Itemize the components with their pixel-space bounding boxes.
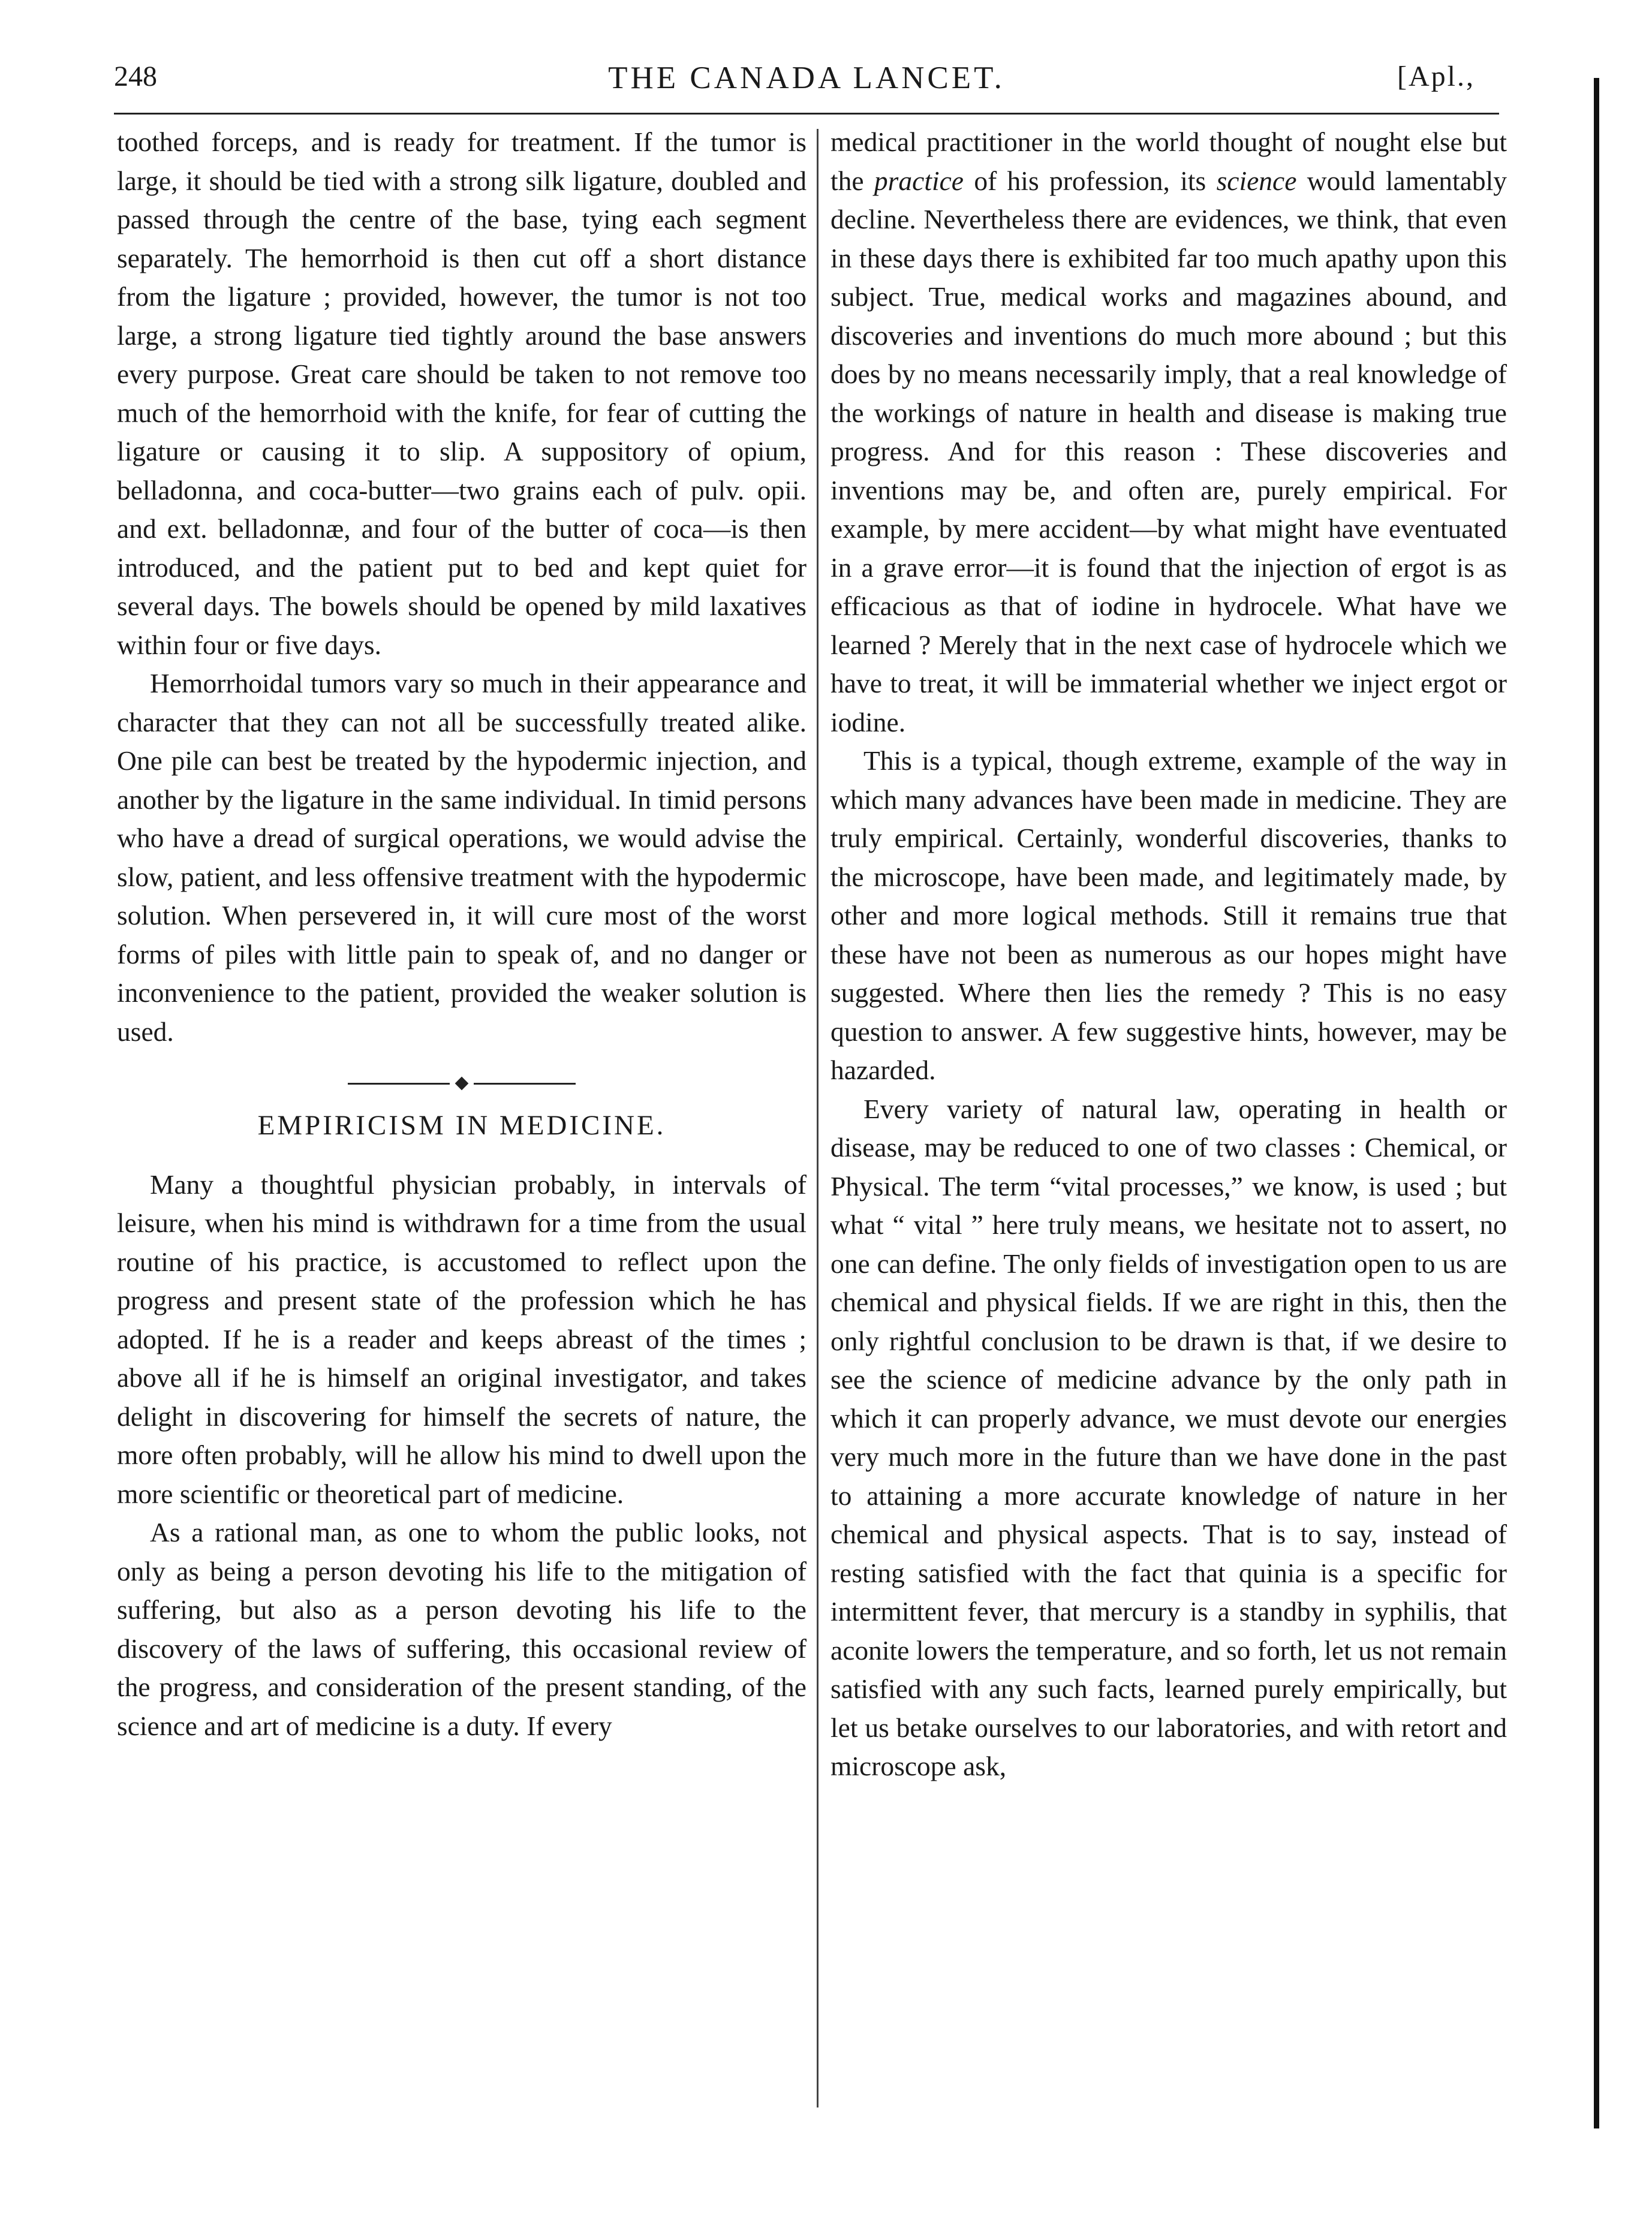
page-number: 248 xyxy=(114,61,157,92)
text-run: medical practitioner in the world thought of nought else but the xyxy=(830,127,1507,196)
diamond-ornament-icon xyxy=(455,1077,469,1091)
page-edge-shadow xyxy=(1594,78,1599,2128)
paragraph-continuation xyxy=(830,123,1507,742)
paragraph: Hemorrhoidal tumors vary so much in their appearance and character that they can not all be successfully treated alike. One pile can best be treated by the hypodermic injection, and another by the ligature in the same individual. In timid persons who have a dread of surgical operations, we would advise the slow, patient, and less offensive treatment with the hypodermic solution. When persevered in, it will cure most of the worst forms of piles with little pain to speak of, and no danger or inconvenience to the patient, provided the weaker solution is used. xyxy=(117,668,807,1047)
paragraph: Many a thoughtful physician probably, in intervals of leisure, when his mind is withdrawn for a time from the usual routine of his practice, is accustomed to reflect upon the progress and present state of the profession which he has adopted. If he is a reader and keeps abreast of the times ; above all if he is himself an original investigator, and takes delight in discovering for himself the secrets of nature, the more often probably, will he allow his mind to dwell upon the more scientific or theoretical part of medicine. xyxy=(117,1169,807,1509)
issue-month: [Apl., xyxy=(1397,61,1475,92)
paragraph-continuation: toothed forceps, and is ready for treatment. If the tumor is large, it should be tied with a strong silk ligature, doubled and passed through the centre of the base, tying each segment separately. The hemorrhoid is then cut off a short distance from the ligature ; provided, however, the tumor is not too large, a strong ligature tied tightly around the base answers every purpose. Great care should be taken to not remove too much of the hemorrhoid with the knife, for fear of cutting the ligature or causing it to slip. A suppository of opium, belladonna, and coca-butter—two grains each of pulv. opii. and ext. belladonnæ, and four of the butter of coca—is then introduced, and the patient put to bed and kept quiet for several days. The bowels should be opened by mild laxatives within four or five days. xyxy=(117,127,807,660)
left-column xyxy=(117,123,807,1745)
right-column xyxy=(830,123,1507,1786)
italic-term: practice xyxy=(874,165,964,196)
column-divider xyxy=(817,129,819,2107)
section-separator xyxy=(117,1079,807,1088)
text-run: of his profession, its xyxy=(974,165,1206,196)
separator-rule xyxy=(474,1083,576,1085)
section-title: EMPIRICISM IN MEDICINE. xyxy=(257,1110,666,1141)
paragraph: As a rational man, as one to whom the public looks, not only as being a person devoting his life to the mitigation of suffering, but also as a person devoting his life to the discovery of the laws of suffering, this occasional review of the progress, and consideration of the present standing, of the science and art of medicine is a duty. If every xyxy=(117,1517,807,1741)
paragraph: This is a typical, though extreme, example of the way in which many advances have been made in medicine. They are truly empirical. Certainly, wonderful discoveries, thanks to the microscope, have been made, and legitimately made, by other and more logical methods. Still it remains true that these have not been as numerous as our hopes might have suggested. Where then lies the remedy ? This is no easy question to answer. A few suggestive hints, however, may be hazarded. xyxy=(830,745,1507,1085)
journal-title: THE CANADA LANCET. xyxy=(608,61,1005,95)
separator-rule xyxy=(348,1083,450,1085)
paragraph: Every variety of natural law, operating in health or disease, may be reduced to one of two classes : Chemical, or Physical. The term “vital processes,” we know, is used ; but what “ vital ” here truly means, we hesitate not to assert, no one can define. The only fields of investigation open to us are chemical and physical fields. If we are right in this, then the only rightful conclusion to be drawn is that, if we desire to see the science of medicine advance by the only path in which it can properly advance, we must devote our energies very much more in the future than we have done in the past to attaining a more accurate knowledge of nature in her chemical and physical aspects. That is to say, instead of resting satisfied with the fact that quinia is a specific for intermittent fever, that mercury is a standby in syphilis, that aconite lowers the temperature, and so forth, let us not remain satisfied with any such facts, learned purely empirically, but let us betake ourselves to our laboratories, and with retort and microscope ask, xyxy=(830,1093,1507,1781)
running-header xyxy=(114,60,1499,114)
italic-term: science xyxy=(1216,165,1297,196)
header-rule xyxy=(114,113,1499,115)
text-run: would lamentably decline. Nevertheless there are evidences, we think, that even in these days there is exhibited far too much apathy upon this subject. True, medical works and magazines abound, and discoveries and inventions do much more abound ; but this does by no means necessarily imply, that a real knowledge of the workings of nature in health and disease is making true progress. And for this reason : These discoveries and inventions may be, and often are, purely empirical. For example, by mere accident—by what might have eventuated in a grave error—it is found that the injection of ergot is as efficacious as that of iodine in hydrocele. What have we learned ? Merely that in the next case of hydrocele which we have to treat, it will be immaterial whether we inject ergot or iodine. xyxy=(830,165,1507,737)
